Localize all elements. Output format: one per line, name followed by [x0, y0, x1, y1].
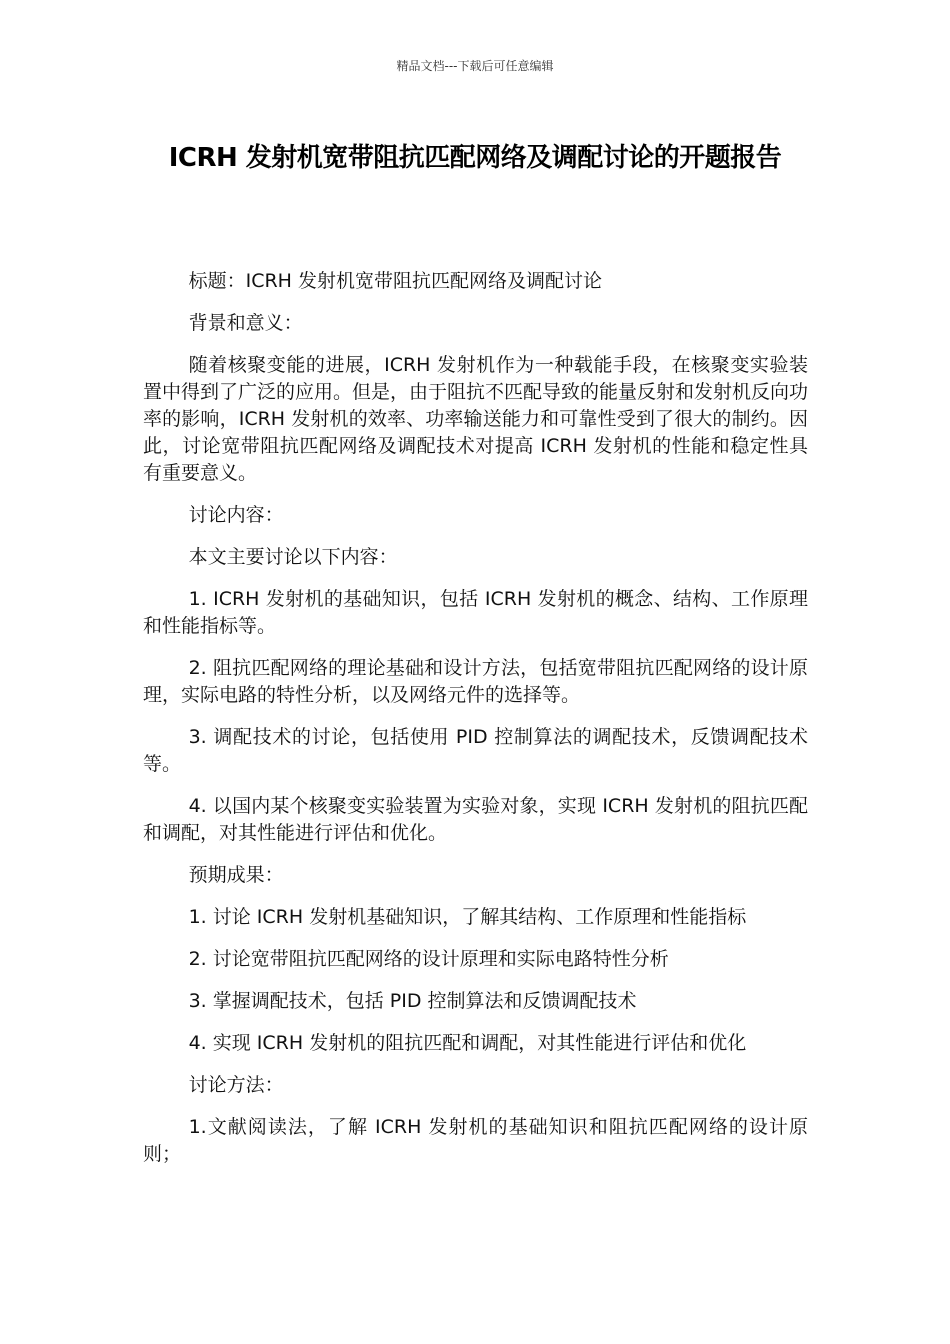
paragraph-heading-title: 标题：ICRH 发射机宽带阻抗匹配网络及调配讨论: [188, 270, 602, 292]
paragraph-content-item-4: 4. 以国内某个核聚变实验装置为实验对象，实现 ICRH 发射机的阻抗匹配和调配，对其性能进行评估和优化。: [143, 795, 808, 844]
paragraph-content-item-1: 1. ICRH 发射机的基础知识，包括 ICRH 发射机的概念、结构、工作原理和性能指标等。: [143, 588, 808, 637]
paragraph-heading-results: 预期成果：: [188, 864, 284, 886]
paragraph-heading-content: 讨论内容：: [188, 504, 284, 526]
paragraph-result-item-2: 2. 讨论宽带阻抗匹配网络的设计原理和实际电路特性分析: [188, 948, 669, 970]
paragraph-result-item-4: 4. 实现 ICRH 发射机的阻抗匹配和调配，对其性能进行评估和优化: [188, 1032, 747, 1054]
paragraph-result-item-1: 1. 讨论 ICRH 发射机基础知识，了解其结构、工作原理和性能指标: [188, 906, 747, 928]
paragraph-result-item-3: 3. 掌握调配技术，包括 PID 控制算法和反馈调配技术: [188, 990, 637, 1012]
paragraph-method-item-1: 1.文献阅读法，了解 ICRH 发射机的基础知识和阻抗匹配网络的设计原则；: [143, 1116, 808, 1165]
document-title: ICRH 发射机宽带阻抗匹配网络及调配讨论的开题报告: [168, 143, 782, 173]
paragraph-background-text: 随着核聚变能的进展，ICRH 发射机作为一种载能手段，在核聚变实验装置中得到了广泛的应用。但是，由于阻抗不匹配导致的能量反射和发射机反向功率的影响，ICRH 发射机的效率、功率输送能力和可靠性受到了很大的制约。因此，讨论宽带阻抗匹配网络及调配技术对提高 ICRH 发射机的性能和稳定性具有重要意义。: [143, 354, 809, 484]
page-header: 精品文档---下载后可任意编辑: [396, 59, 554, 73]
paragraph-content-item-2: 2. 阻抗匹配网络的理论基础和设计方法，包括宽带阻抗匹配网络的设计原理，实际电路的特性分析，以及网络元件的选择等。: [143, 657, 808, 706]
paragraph-heading-background: 背景和意义：: [188, 312, 303, 334]
paragraph-content-item-3: 3. 调配技术的讨论，包括使用 PID 控制算法的调配技术，反馈调配技术等。: [143, 726, 808, 775]
paragraph-heading-methods: 讨论方法：: [188, 1074, 284, 1096]
paragraph-content-intro: 本文主要讨论以下内容：: [188, 546, 398, 568]
document-body: [143, 268, 808, 1183]
